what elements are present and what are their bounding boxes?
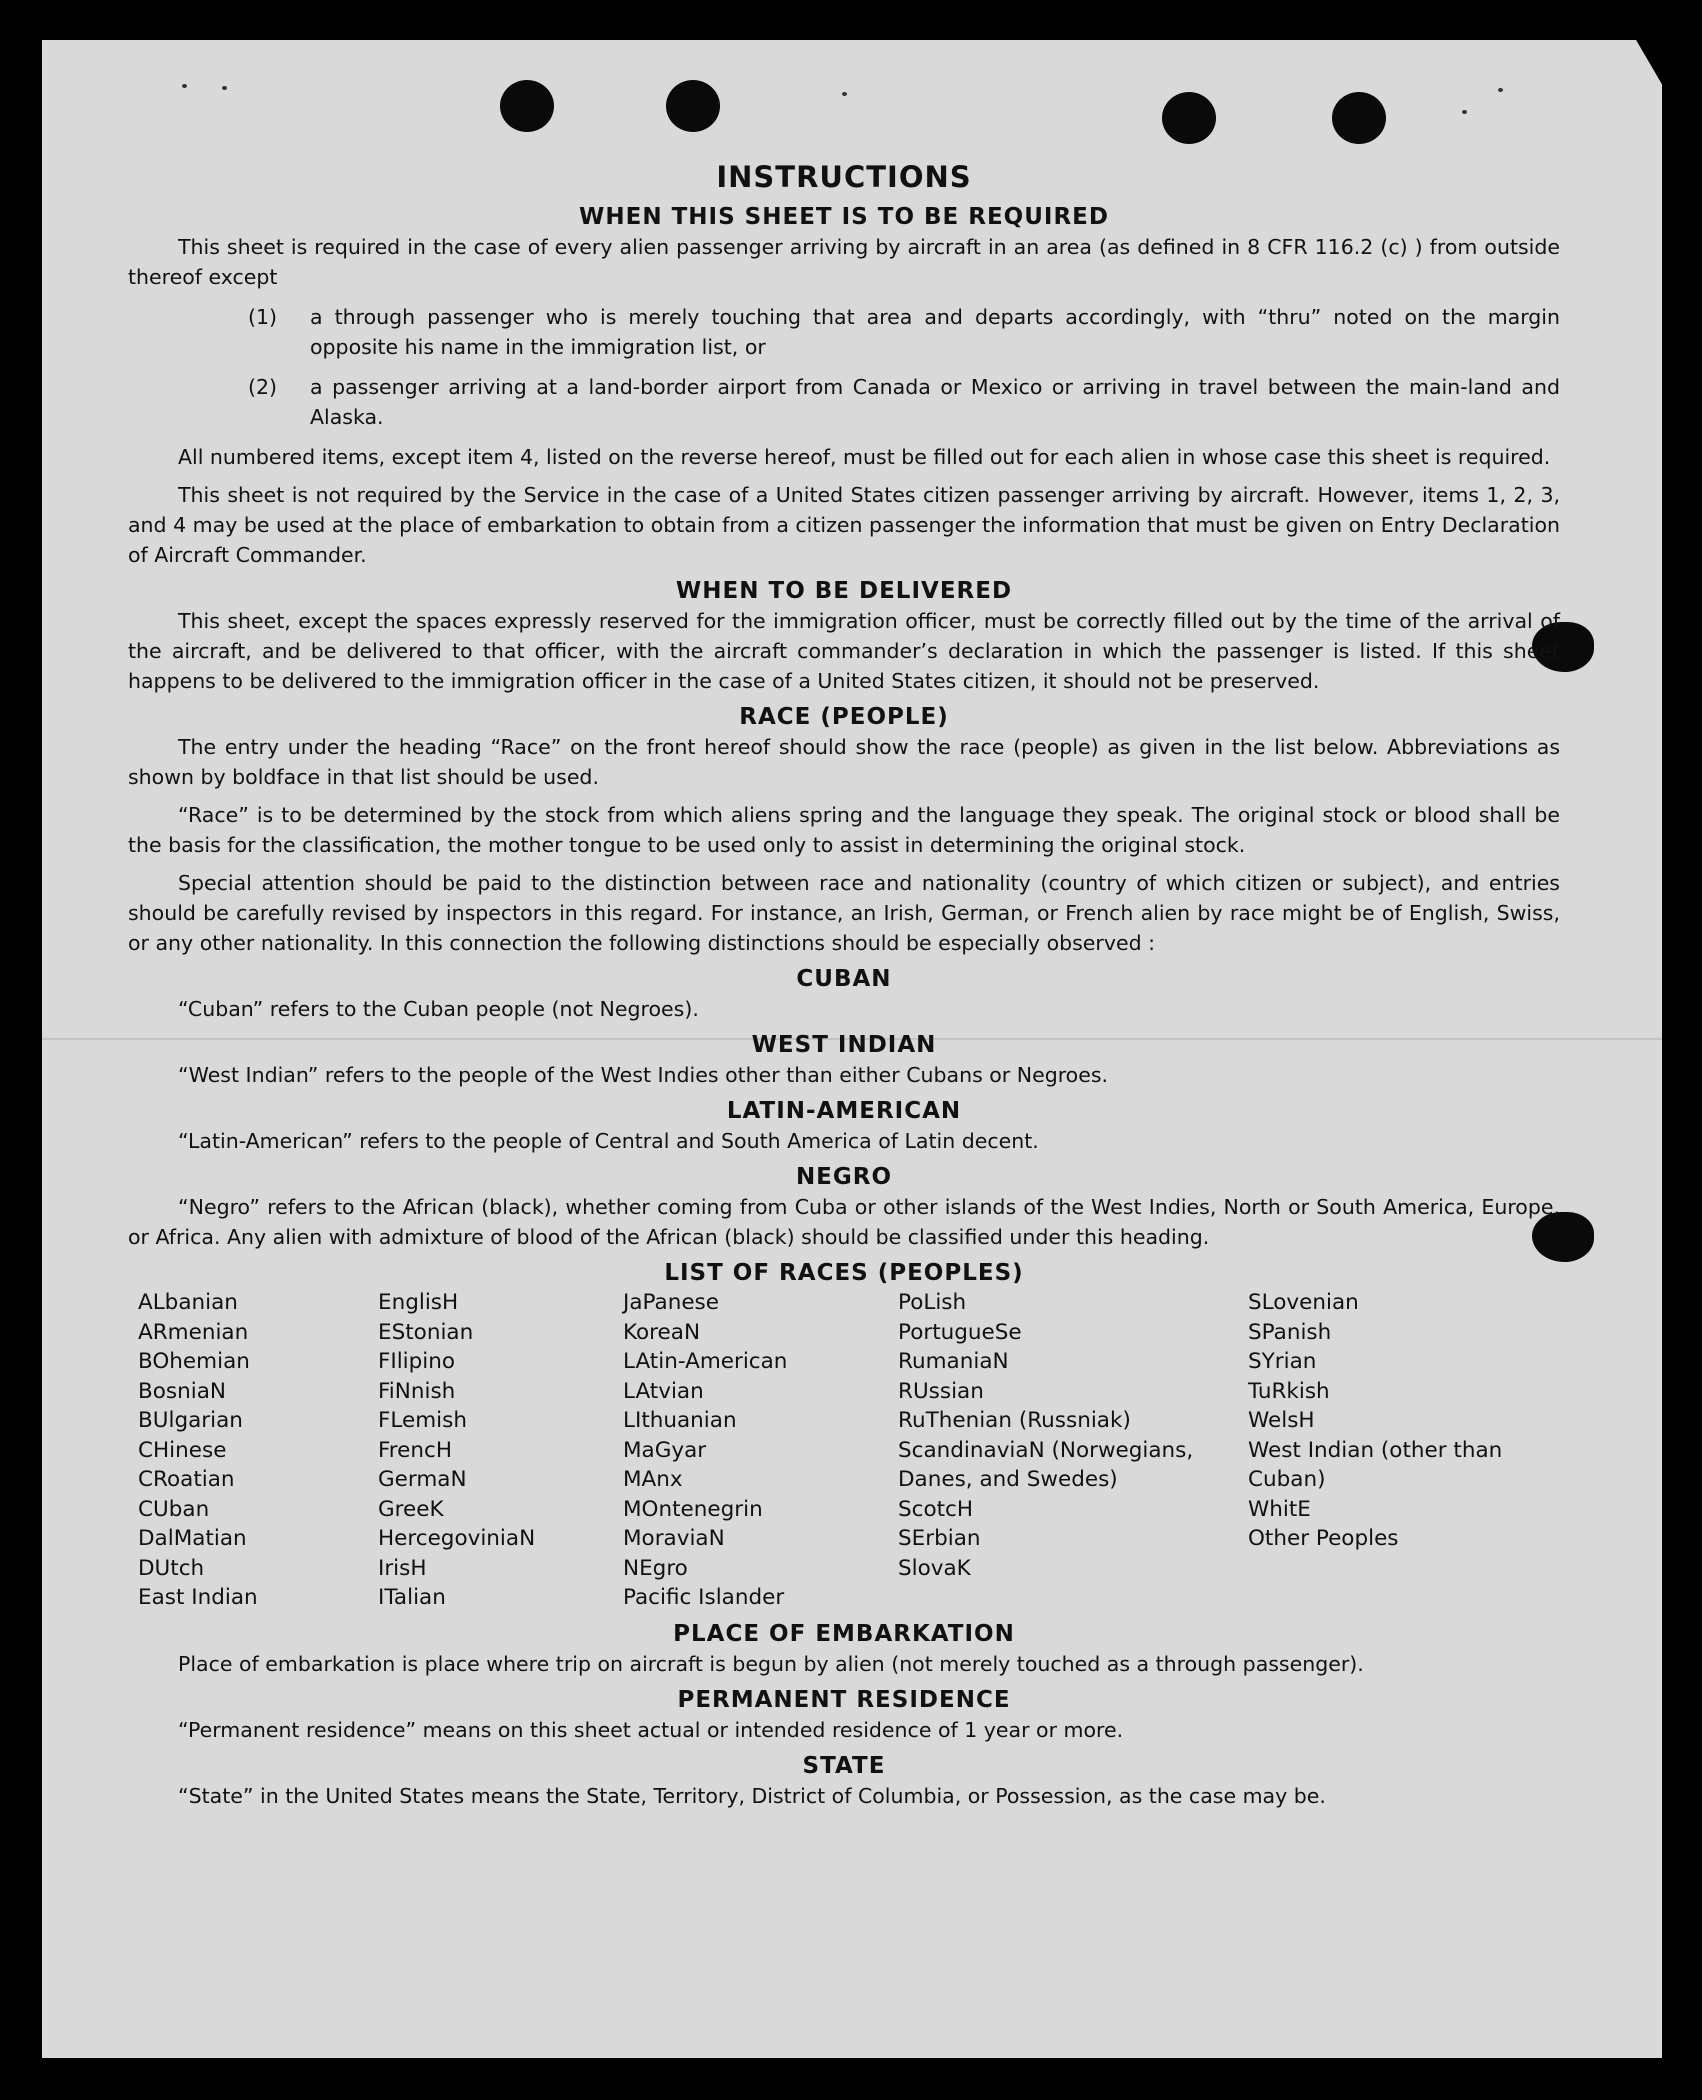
paragraph: All numbered items, except item 4, listed on the reverse hereof, must be filled out for each alien in whose case this sheet is required. [178,445,1551,469]
race-item: SlovaK [898,1555,971,1581]
race-item: MOntenegrin [623,1496,763,1522]
race-item: LAtvian [623,1378,704,1404]
races-column [623,1288,898,1613]
heading-race: RACE (PEOPLE) [739,704,949,730]
paragraph: This sheet is required in the case of every alien passenger arriving by aircraft in an area (as defined in 8 CFR 116.2 (c) ) from outside thereof except [128,235,1560,289]
paragraph: “Latin-American” refers to the people of Central and South America of Latin decent. [178,1129,1039,1153]
races-column [138,1288,378,1613]
race-item: PoLish [898,1290,967,1315]
race-item: NEgro [623,1555,688,1581]
heading-place-of-embarkation: PLACE OF EMBARKATION [673,1620,1015,1647]
race-item: DalMatian [138,1526,247,1551]
race-item: PortugueSe [898,1319,1022,1345]
heading-permanent-residence: PERMANENT RESIDENCE [677,1686,1011,1713]
heading-cuban: CUBAN [796,966,892,992]
heading-state: STATE [802,1752,886,1779]
speck [182,84,187,88]
race-item: EnglisH [378,1290,459,1315]
race-item: FrencH [378,1437,453,1463]
paragraph: This sheet, except the spaces expressly reserved for the immigration officer, must be correctly filled out by the time of the arrival of the aircraft, and be delivered to that officer, with the aircraft commander’s declaration in which the passenger is listed. If this sheet happens to be delivered to the immigration officer in the case of a United States citizen, it should not be preserved. [128,609,1560,693]
race-item: CHinese [138,1437,227,1463]
race-item: ARmenian [138,1319,249,1345]
exception-item [248,372,1560,432]
races-column [1248,1288,1508,1613]
race-item: IrisH [378,1555,427,1581]
race-item: BosniaN [138,1378,226,1404]
race-item: EStonian [378,1319,474,1345]
paragraph: “Race” is to be determined by the stock from which aliens spring and the language they speak. The original stock or blood shall be the basis for the classification, the mother tongue to be used only to assist in determining the original stock. [128,803,1560,857]
heading-latin-american: LATIN-AMERICAN [726,1098,962,1124]
exception-text: a through passenger who is merely touching that area and departs accordingly, with “thru” noted on the margin opposite his name in the immigration list, or [310,305,1560,359]
exception-item [248,302,1560,362]
race-item: JaPanese [623,1290,719,1315]
exception-number: (2) [248,375,278,399]
race-item: ScotcH [898,1496,974,1522]
race-item: GreeK [378,1496,444,1522]
race-item: Pacific Islander [623,1585,785,1610]
race-item: SYrian [1248,1349,1317,1374]
races-list [138,1288,1560,1613]
heading-when-delivered: WHEN TO BE DELIVERED [675,578,1013,604]
race-item: SPanish [1248,1319,1332,1345]
race-item: TuRkish [1248,1378,1330,1404]
races-column [898,1288,1248,1613]
races-column [378,1288,623,1613]
race-item: KoreaN [623,1319,701,1345]
page-title: INSTRUCTIONS [716,160,972,194]
paragraph: Place of embarkation is place where trip on aircraft is begun by alien (not merely touched as a through passenger). [178,1651,1364,1676]
race-item: DUtch [138,1555,205,1581]
race-item: FIlipino [378,1349,456,1374]
race-item: HercegoviniaN [378,1526,536,1551]
race-item: FLemish [378,1408,467,1433]
speck [1498,88,1503,92]
race-item: Other Peoples [1248,1526,1399,1551]
race-item: FiNnish [378,1378,456,1404]
paragraph: “Negro” refers to the African (black), whether coming from Cuba or other islands of the West Indies, North or South America, Europe, or Africa. Any alien with admixture of blood of the African (black) should be classified under this heading. [128,1195,1560,1249]
race-item: LIthuanian [623,1408,737,1433]
exception-text: a passenger arriving at a land-border airport from Canada or Mexico or arriving in travel between the main-land and Alaska. [310,375,1560,429]
race-item: LAtin-American [623,1349,788,1374]
heading-list-of-races: LIST OF RACES (PEOPLES) [664,1260,1024,1286]
paragraph: “Permanent residence” means on this sheet actual or intended residence of 1 year or more. [178,1717,1124,1742]
race-item: West Indian (other than Cuban) [1248,1437,1503,1492]
race-item: GermaN [378,1467,467,1492]
race-item: East Indian [138,1585,258,1610]
race-item: WelsH [1248,1408,1315,1433]
race-item: SLovenian [1248,1290,1359,1315]
race-item: CUban [138,1496,210,1522]
paragraph: “State” in the United States means the State, Territory, District of Columbia, or Possession, as the case may be. [178,1783,1326,1808]
race-item: ITalian [378,1585,446,1610]
race-item: RuThenian (Russniak) [898,1408,1131,1433]
heading-west-indian: WEST INDIAN [751,1032,937,1058]
paragraph: Special attention should be paid to the distinction between race and nationality (country of which citizen or subject), and entries should be carefully revised by inspectors in this regard. For instance, an Irish, German, or French alien by race might be of English, Swiss, or any other nationality. In this connection the following distinctions should be especially observed : [128,871,1560,955]
paragraph: “Cuban” refers to the Cuban people (not Negroes). [178,997,699,1021]
heading-negro: NEGRO [795,1164,893,1190]
race-item: MaGyar [623,1437,707,1463]
race-item: BOhemian [138,1349,250,1374]
race-item: RumaniaN [898,1349,1009,1374]
paragraph: The entry under the heading “Race” on the front hereof should show the race (people) as given in the list below. Abbreviations as shown by boldface in that list should be used. [128,735,1560,789]
speck [1462,110,1467,114]
paragraph: “West Indian” refers to the people of the West Indies other than either Cubans or Negroes. [178,1063,1109,1087]
race-item: ScandinaviaN (Norwegians, Danes, and Swedes) [898,1437,1194,1492]
race-item: MAnx [623,1467,683,1492]
paragraph: This sheet is not required by the Service in the case of a United States citizen passenger arriving by aircraft. However, items 1, 2, 3, and 4 may be used at the place of embarkation to obtain from a citizen passenger the information that must be given on Entry Declaration of Aircraft Commander. [128,483,1560,567]
instructions-content [128,120,1560,1819]
race-item: SErbian [898,1526,981,1551]
race-item: MoraviaN [623,1526,725,1551]
speck [222,86,227,90]
heading-when-required: WHEN THIS SHEET IS TO BE REQUIRED [579,204,1109,230]
race-item: WhitE [1248,1496,1311,1522]
race-item: CRoatian [138,1467,235,1492]
race-item: BUlgarian [138,1408,243,1433]
race-item: ALbanian [138,1290,238,1315]
race-item: RUssian [898,1378,984,1404]
exception-number: (1) [248,305,278,329]
speck [842,92,847,96]
